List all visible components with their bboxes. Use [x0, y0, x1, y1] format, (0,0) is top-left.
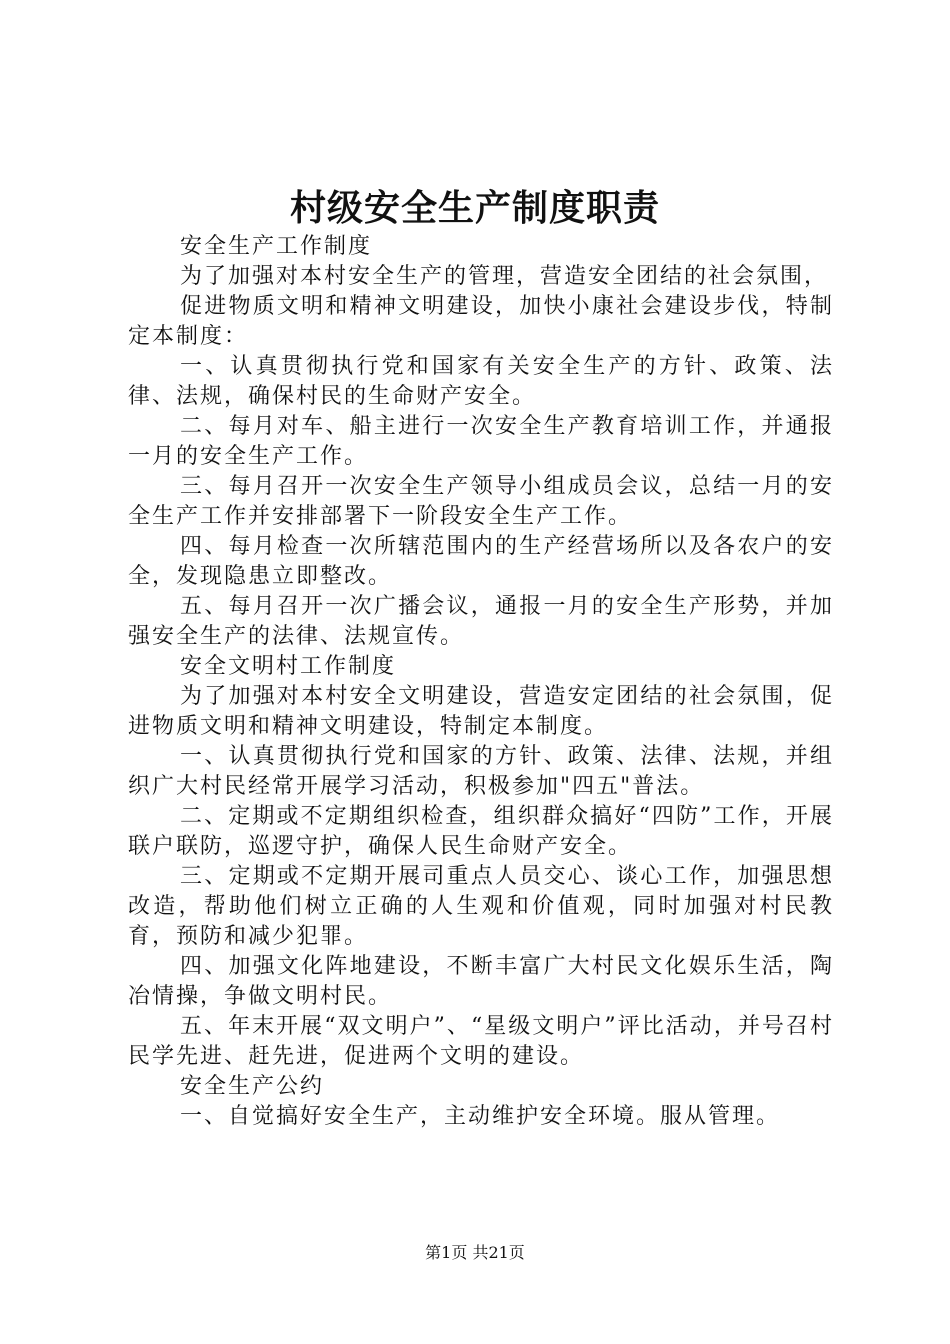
paragraph: 五、年末开展“双文明户”、“星级文明户”评比活动，并号召村民学先进、赶先进，促进两个文明的建设。	[128, 1014, 834, 1069]
document-body	[128, 232, 834, 1132]
paragraph: 三、定期或不定期开展司重点人员交心、谈心工作，加强思想改造，帮助他们树立正确的人生观和价值观，同时加强对村民教育，预防和减少犯罪。	[128, 864, 834, 949]
paragraph: 为了加强对本村安全文明建设，营造安定团结的社会氛围，促进物质文明和精神文明建设，特制定本制度。	[128, 684, 834, 739]
paragraph: 四、加强文化阵地建设，不断丰富广大村民文化娱乐生活，陶冶情操，争做文明村民。	[128, 954, 834, 1009]
section-heading: 安全文明村工作制度	[180, 654, 397, 679]
paragraph: 二、每月对车、船主进行一次安全生产教育培训工作，并通报一月的安全生产工作。	[128, 414, 834, 469]
paragraph: 一、自觉搞好安全生产，主动维护安全环境。服从管理。	[180, 1104, 781, 1129]
document-title: 村级安全生产制度职责	[289, 187, 660, 229]
paragraph: 一、认真贯彻执行党和国家的方针、政策、法律、法规，并组织广大村民经常开展学习活动，积极参加"四五"普法。	[128, 744, 834, 799]
paragraph: 二、定期或不定期组织检查，组织群众搞好“四防”工作，开展联户联防，巡逻守护，确保人民生命财产安全。	[128, 804, 834, 859]
paragraph: 三、每月召开一次安全生产领导小组成员会议，总结一月的安全生产工作并安排部署下一阶段安全生产工作。	[128, 474, 834, 529]
section-heading: 安全生产公约	[180, 1074, 325, 1099]
paragraph: 为了加强对本村安全生产的管理，营造安全团结的社会氛围，	[180, 264, 829, 289]
page-footer: 第1页 共21页	[425, 1243, 525, 1262]
paragraph: 五、每月召开一次广播会议，通报一月的安全生产形势，并加强安全生产的法律、法规宣传。	[128, 594, 834, 649]
paragraph: 四、每月检查一次所辖范围内的生产经营场所以及各农户的安全，发现隐患立即整改。	[128, 534, 834, 589]
paragraph: 一、认真贯彻执行党和国家有关安全生产的方针、政策、法律、法规，确保村民的生命财产安全。	[128, 354, 834, 409]
paragraph: 促进物质文明和精神文明建设，加快小康社会建设步伐，特制定本制度：	[128, 294, 834, 349]
section-heading: 安全生产工作制度	[180, 234, 373, 259]
